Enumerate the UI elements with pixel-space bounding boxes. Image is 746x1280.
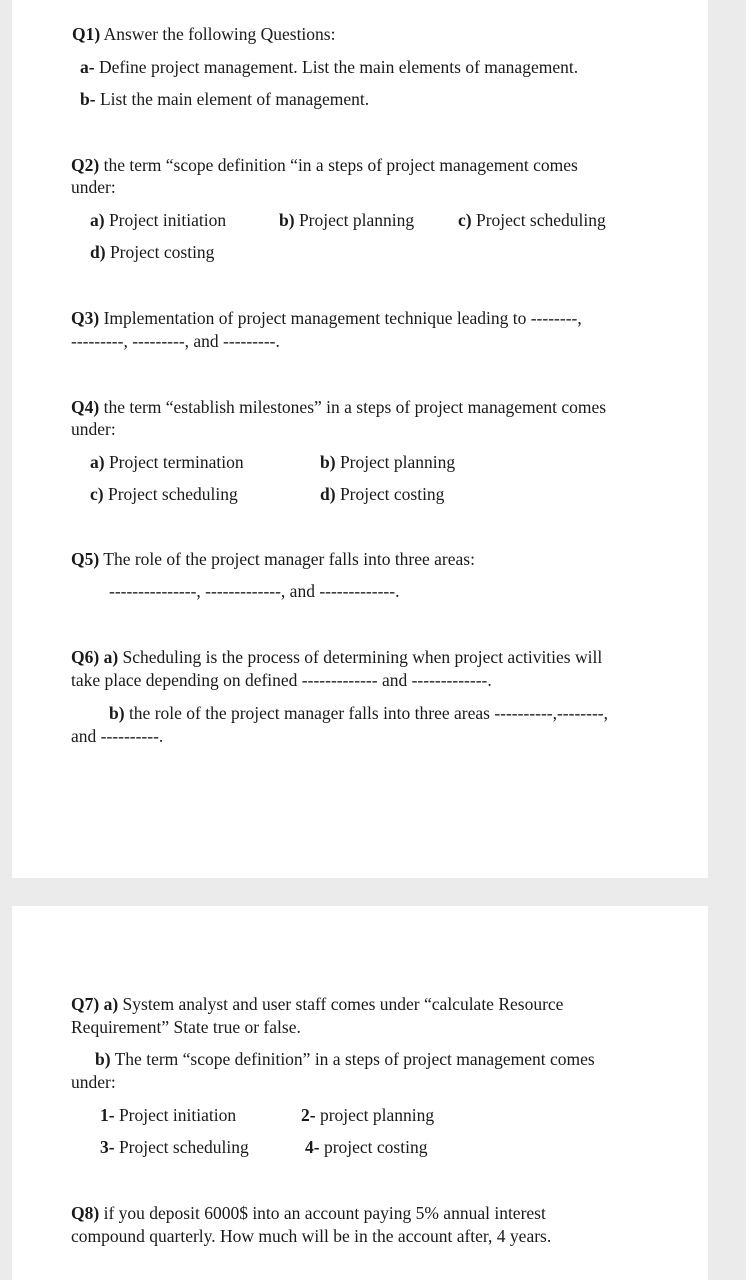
q2-option-b: b) Project planning xyxy=(279,210,415,230)
q2-line-1: Q2) the term “scope definition “in a steps of project management comes xyxy=(71,155,578,175)
q7-option-2: 2- project planning xyxy=(301,1105,435,1125)
q6-part-b-line-2: and ----------. xyxy=(71,726,164,746)
q3-line-2: ---------, ---------, and ---------. xyxy=(71,331,280,351)
q4-option-c: c) Project scheduling xyxy=(90,484,238,504)
q6-part-b-line-1: b) the role of the project manager falls into three areas ----------,--------, xyxy=(109,703,608,723)
q7-part-b-line-2: under: xyxy=(71,1072,116,1092)
q4-option-b: b) Project planning xyxy=(320,452,456,472)
q7-part-b-line-1: b) The term “scope definition” in a steps of project management comes xyxy=(95,1049,595,1069)
q4-line-2: under: xyxy=(71,419,116,439)
q7-option-1: 1- Project initiation xyxy=(100,1105,237,1125)
q2-option-d: d) Project costing xyxy=(90,242,215,262)
q2-option-a: a) Project initiation xyxy=(90,210,227,230)
q4-option-a: a) Project termination xyxy=(90,452,244,472)
q4-line-1: Q4) the term “establish milestones” in a steps of project management comes xyxy=(71,397,607,417)
q1-part-b: b- List the main element of management. xyxy=(80,89,370,109)
q5-blanks: ---------------, -------------, and -------------. xyxy=(109,581,400,601)
q2-option-c: c) Project scheduling xyxy=(458,210,606,230)
q1-part-a: a- Define project management. List the main elements of management. xyxy=(80,57,579,77)
q5-line-1: Q5) The role of the project manager falls into three areas: xyxy=(71,549,475,569)
q6-part-a-line-1: Q6) a) Scheduling is the process of determining when project activities will xyxy=(71,647,603,667)
q1-heading: Q1) Answer the following Questions: xyxy=(72,24,336,44)
q8-line-2: compound quarterly. How much will be in the account after, 4 years. xyxy=(71,1226,552,1246)
q2-line-2: under: xyxy=(71,177,116,197)
q3-line-1: Q3) Implementation of project management technique leading to --------, xyxy=(71,308,582,328)
q7-part-a-line-1: Q7) a) System analyst and user staff comes under “calculate Resource xyxy=(71,994,564,1014)
q8-line-1: Q8) if you deposit 6000$ into an account paying 5% annual interest xyxy=(71,1203,546,1223)
q6-part-a-line-2: take place depending on defined ------------- and -------------. xyxy=(71,670,492,690)
q4-option-d: d) Project costing xyxy=(320,484,445,504)
q7-part-a-line-2: Requirement” State true or false. xyxy=(71,1017,301,1037)
q7-option-3: 3- Project scheduling xyxy=(100,1137,249,1157)
q7-option-4: 4- project costing xyxy=(305,1137,428,1157)
